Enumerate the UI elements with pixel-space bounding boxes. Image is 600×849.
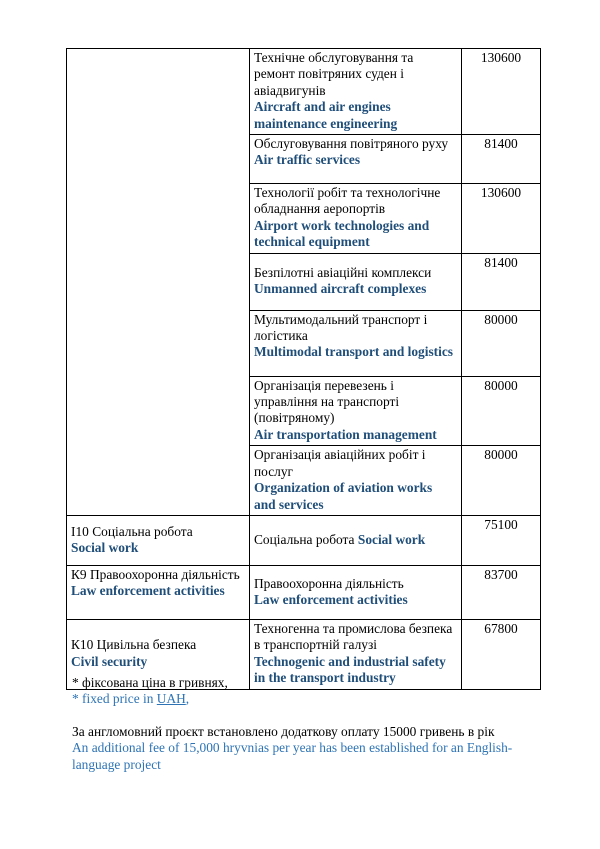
- fixed-price-suffix: ,: [185, 691, 190, 707]
- program-cell: [250, 446, 462, 516]
- program-name-ua: Соціальна робота: [254, 531, 355, 547]
- program-name-ua: Технічне обслуговування та ремонт повітряних суден і авіадвигунів: [254, 50, 414, 98]
- spacer: [72, 708, 552, 724]
- price-cell: 80000: [462, 310, 541, 376]
- table-row: [67, 49, 541, 135]
- program-name-ua: Техногенна та промислова безпека в транспортній галузі: [254, 620, 453, 653]
- program-cell: [250, 135, 462, 184]
- uah-link[interactable]: UAH: [156, 691, 186, 707]
- program-name-en: Social work: [357, 531, 426, 547]
- fixed-price-prefix: * fixed price in: [72, 691, 157, 707]
- specialty-cell: [67, 515, 250, 565]
- program-name-ua: Обслуговування повітряного руху: [254, 136, 449, 152]
- specialty-name-en: Law enforcement activities: [71, 583, 225, 599]
- program-name-en: Technogenic and industrial safety in the transport industry: [254, 653, 446, 686]
- specialty-name-en: Civil security: [71, 653, 148, 669]
- price-cell: 80000: [462, 446, 541, 516]
- program-name-ua: Організація перевезень і управління на транспорті (повітряному): [254, 377, 400, 426]
- program-name-ua: Правоохоронна діяльність: [254, 575, 404, 591]
- program-name-en: Air transportation management: [254, 426, 437, 442]
- english-fee-note-ua: За англомовний проєкт встановлено додаткову оплату 15000 гривень в рік: [72, 723, 495, 739]
- price-cell: 81400: [462, 253, 541, 310]
- fixed-price-note-ua: * фіксована ціна в гривнях,: [72, 675, 228, 690]
- price-cell: 130600: [462, 184, 541, 254]
- program-cell: [250, 253, 462, 310]
- english-fee-note-en: An additional fee of 15,000 hryvnias per year has been established for an English-language project: [72, 740, 513, 772]
- program-name-ua: Технології робіт та технологічне обладнання аеропортів: [254, 185, 441, 217]
- fixed-price-note-en: [72, 691, 552, 707]
- program-cell: [250, 184, 462, 254]
- specialty-name-ua: I10 Соціальна робота: [71, 523, 193, 539]
- specialty-name-en: Social work: [71, 539, 139, 555]
- program-name-ua: Безпілотні авіаційні комплекси: [254, 264, 432, 280]
- program-name-en: Air traffic services: [254, 152, 361, 168]
- table-row: [67, 565, 541, 619]
- price-cell: 75100: [462, 515, 541, 565]
- price-cell: 130600: [462, 49, 541, 135]
- program-name-ua: Мультимодальний транспорт і логістика: [254, 311, 428, 344]
- program-name-en: Multimodal transport and logistics: [254, 344, 454, 360]
- program-cell: [250, 515, 462, 565]
- program-name-ua: Організація авіаційних робіт і послуг: [254, 447, 426, 479]
- program-name-en: Law enforcement activities: [254, 591, 408, 607]
- price-cell: 83700: [462, 565, 541, 619]
- program-name-en: Aircraft and air engines maintenance engineering: [254, 99, 398, 131]
- footnotes: [72, 675, 552, 773]
- program-cell: [250, 376, 462, 446]
- program-name-en: Airport work technologies and technical equipment: [254, 217, 430, 250]
- program-cell: [250, 310, 462, 376]
- specialty-cell: [67, 565, 250, 619]
- specialty-name-ua: К10 Цивільна безпека: [71, 637, 197, 653]
- price-cell: 67800: [462, 619, 541, 689]
- table-row: [67, 515, 541, 565]
- price-cell: 81400: [462, 135, 541, 184]
- specialty-name-ua: К9 Правоохоронна діяльність: [71, 566, 240, 582]
- program-name-en: Unmanned aircraft complexes: [254, 281, 427, 297]
- price-cell: 80000: [462, 376, 541, 446]
- program-name-en: Organization of aviation works and services: [254, 480, 433, 512]
- programs-table: [66, 48, 541, 690]
- program-cell: [250, 565, 462, 619]
- program-cell: [250, 49, 462, 135]
- specialty-cell: [67, 49, 250, 516]
